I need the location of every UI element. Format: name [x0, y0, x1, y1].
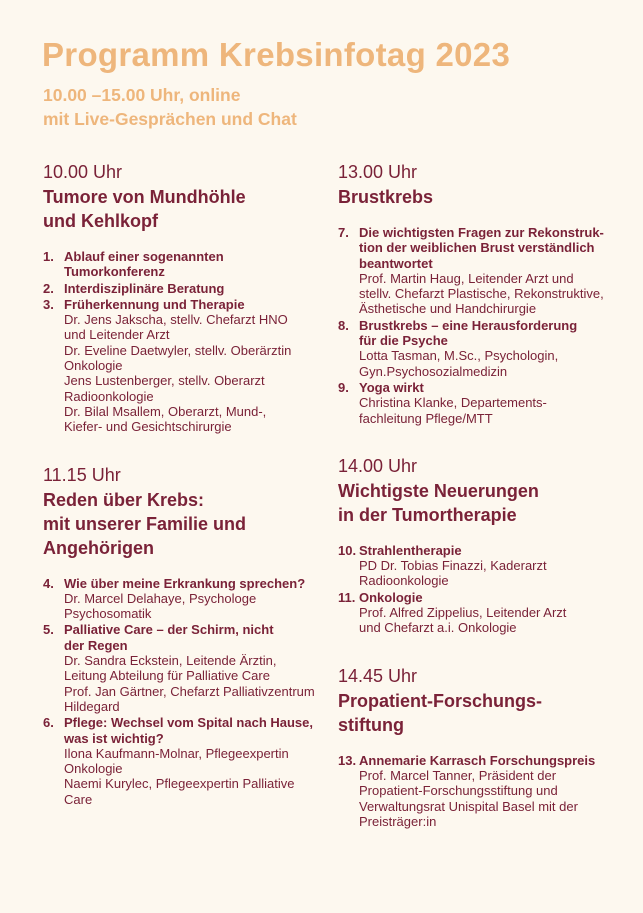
item-title-line: Tumorkonferenz	[64, 264, 165, 280]
item-number: 7.	[338, 225, 349, 240]
speaker-line: Radioonkologie	[359, 573, 449, 589]
session-title	[338, 689, 620, 737]
session-title-line: mit unserer Familie und	[43, 513, 247, 534]
session-time: 14.45 Uhr	[338, 665, 418, 686]
item-title-line: Yoga wirkt	[359, 379, 424, 395]
session-1000	[43, 160, 323, 435]
speaker-line: Psychosomatik	[64, 606, 152, 622]
session-1445	[338, 664, 620, 829]
program-items	[338, 753, 620, 829]
item-number: 6.	[43, 715, 54, 731]
program-items	[43, 576, 323, 807]
speaker-line: Naemi Kurylec, Pflegeexpertin Palliative	[64, 776, 295, 792]
item-title-line: Palliative Care – der Schirm, nicht	[64, 622, 274, 638]
item-number: 5.	[43, 622, 54, 638]
program-item	[338, 543, 620, 589]
program-items	[43, 249, 323, 435]
program-item	[338, 590, 620, 636]
session-time: 10.00 Uhr	[43, 162, 123, 182]
speaker-line: Onkologie	[64, 358, 123, 374]
session-1400	[338, 454, 620, 636]
session-title	[43, 488, 323, 560]
item-title-line: Früherkennung und Therapie	[64, 296, 245, 312]
item-number: 4.	[43, 575, 54, 591]
program-item	[43, 576, 323, 622]
speaker-line: Preisträger:in	[359, 813, 437, 829]
session-title-line: Brustkrebs	[338, 187, 434, 207]
page-title: Programm Krebsinfotag 2023	[42, 36, 511, 73]
speaker-line: Dr. Sandra Eckstein, Leitende Ärztin,	[64, 653, 277, 669]
speaker-line: Verwaltungsrat Unispital Basel mit der	[359, 798, 578, 814]
speaker-line: Christina Klanke, Departements-	[359, 395, 547, 411]
item-title-line: Wie über meine Erkrankung sprechen?	[64, 575, 306, 591]
left-column	[43, 160, 323, 835]
speaker-line: Prof. Martin Haug, Leitender Arzt und	[359, 270, 574, 286]
program-item	[43, 715, 323, 807]
item-title-line: Ablauf einer sogenannten	[64, 249, 224, 264]
item-title-line: der Regen	[64, 637, 128, 653]
item-title-line: Die wichtigsten Fragen zur Rekonstruk-	[359, 225, 604, 240]
speaker-line: Ästhetische und Handchirurgie	[359, 301, 537, 317]
session-title-line: Tumore von Mundhöhle	[43, 187, 246, 207]
program-item	[338, 318, 620, 379]
session-title-line: Angehörigen	[43, 537, 154, 558]
item-title-line: Brustkrebs – eine Herausforderung	[359, 317, 578, 333]
item-title-line: Annemarie Karrasch Forschungspreis	[359, 752, 596, 768]
speaker-line: Gyn.Psychosozialmedizin	[359, 363, 508, 379]
speaker-line: Ilona Kaufmann-Molnar, Pflegeexpertin	[64, 745, 289, 761]
speaker-line: Prof. Jan Gärtner, Chefarzt Palliativzentrum	[64, 683, 315, 699]
speaker-line: Radioonkologie	[64, 388, 154, 404]
speaker-line: stellv. Chefarzt Plastische, Rekonstruktive,	[359, 286, 604, 302]
program-item	[43, 281, 323, 296]
right-column	[338, 160, 620, 857]
speaker-line: Jens Lustenberger, stellv. Oberarzt	[64, 373, 265, 389]
speaker-line: PD Dr. Tobias Finazzi, Kaderarzt	[359, 558, 547, 574]
session-time: 14.00 Uhr	[338, 455, 418, 476]
session-title-line: Propatient-Forschungs-	[338, 690, 543, 711]
program-item	[338, 380, 620, 426]
session-1115	[43, 463, 323, 807]
item-title-line: tion der weiblichen Brust verständlich	[359, 240, 595, 256]
program-item	[338, 753, 620, 829]
program-item	[43, 622, 323, 714]
item-title-line: für die Psyche	[359, 333, 448, 349]
item-title-line: Pflege: Wechsel vom Spital nach Hause,	[64, 715, 314, 731]
speaker-line: Dr. Jens Jakscha, stellv. Chefarzt HNO	[64, 312, 288, 328]
session-title-line: stiftung	[338, 714, 404, 735]
speaker-line: Dr. Bilal Msallem, Oberarzt, Mund-,	[64, 403, 267, 419]
speaker-line: fachleitung Pflege/MTT	[359, 410, 493, 426]
item-number: 3.	[43, 296, 54, 312]
program-items	[338, 543, 620, 636]
speaker-line: Prof. Marcel Tanner, Präsident der	[359, 767, 557, 783]
item-title-line: Strahlentherapie	[359, 542, 462, 558]
speaker-line: Prof. Alfred Zippelius, Leitender Arzt	[359, 605, 567, 621]
session-title-line: Reden über Krebs:	[43, 489, 205, 510]
item-title-line: was ist wichtig?	[64, 730, 164, 746]
item-title-line: beantwortet	[359, 255, 433, 271]
page-subtitle	[43, 83, 297, 131]
session-time: 11.15 Uhr	[43, 464, 121, 485]
item-title-line: Interdisziplinäre Beratung	[64, 280, 225, 296]
session-title-line: in der Tumortherapie	[338, 504, 517, 525]
item-number: 13.	[338, 752, 357, 768]
item-number: 2.	[43, 280, 54, 296]
session-title	[338, 185, 620, 209]
speaker-line: Lotta Tasman, M.Sc., Psychologin,	[359, 348, 559, 364]
session-title	[43, 185, 323, 233]
session-title-line: Wichtigste Neuerungen	[338, 480, 539, 501]
item-number: 9.	[338, 379, 349, 395]
item-number: 10.	[338, 542, 357, 558]
speaker-line: Dr. Eveline Daetwyler, stellv. Oberärztin	[64, 342, 292, 358]
session-title-line: und Kehlkopf	[43, 211, 158, 231]
subtitle-line: 10.00 –15.00 Uhr, online	[43, 85, 241, 105]
item-number: 1.	[43, 249, 54, 264]
speaker-line: Care	[64, 791, 93, 807]
item-number: 8.	[338, 317, 349, 333]
item-number: 11.	[338, 589, 356, 605]
program-item	[338, 225, 620, 317]
speaker-line: und Leitender Arzt	[64, 327, 170, 343]
speaker-line: Dr. Marcel Delahaye, Psychologe	[64, 590, 257, 606]
program-item	[43, 249, 323, 280]
item-title-line: Onkologie	[359, 589, 423, 605]
program-item	[43, 297, 323, 435]
speaker-line: Leitung Abteilung für Palliative Care	[64, 668, 270, 684]
speaker-line: Kiefer- und Gesichtschirurgie	[64, 419, 232, 435]
speaker-line: Propatient-Forschungsstiftung und	[359, 783, 558, 799]
speaker-line: und Chefarzt a.i. Onkologie	[359, 620, 517, 636]
subtitle-line: mit Live-Gesprächen und Chat	[43, 109, 297, 129]
speaker-line: Hildegard	[64, 698, 120, 714]
session-title	[338, 479, 620, 527]
session-time: 13.00 Uhr	[338, 162, 418, 182]
speaker-line: Onkologie	[64, 761, 123, 777]
program-items	[338, 225, 620, 426]
session-1300	[338, 160, 620, 426]
